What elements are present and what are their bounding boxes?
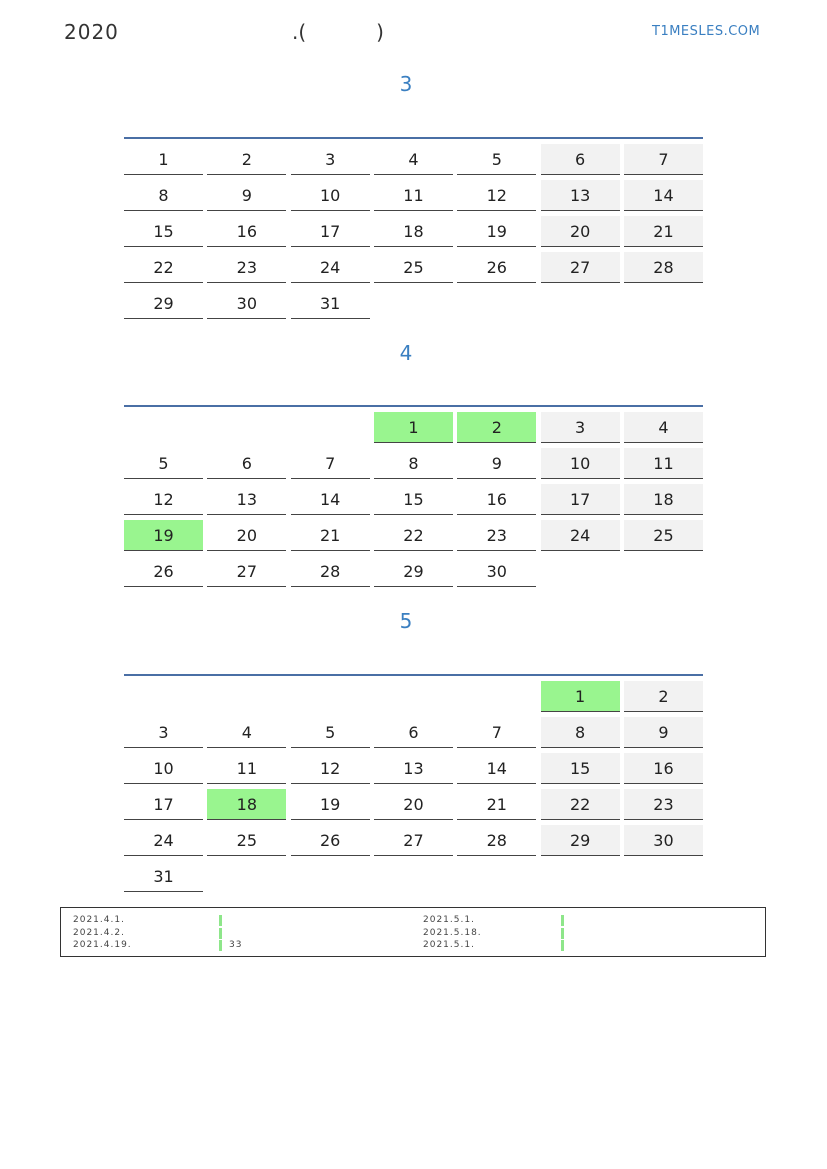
empty-day-cell xyxy=(374,681,453,712)
day-cell: 11 xyxy=(374,180,453,211)
day-cell: 10 xyxy=(541,448,620,479)
day-cell: 8 xyxy=(374,448,453,479)
day-cell: 12 xyxy=(457,180,536,211)
day-cell: 21 xyxy=(291,520,370,551)
day-cell: 12 xyxy=(291,753,370,784)
day-cell: 3 xyxy=(541,412,620,443)
legend-row xyxy=(73,927,403,940)
day-cell: 5 xyxy=(291,717,370,748)
day-cell: 6 xyxy=(374,717,453,748)
day-cell: 27 xyxy=(374,825,453,856)
day-cell: 3 xyxy=(291,144,370,175)
empty-day-cell xyxy=(207,412,286,443)
day-cell: 25 xyxy=(624,520,703,551)
day-cell: 24 xyxy=(291,252,370,283)
day-cell: 13 xyxy=(207,484,286,515)
day-cell: 18 xyxy=(374,216,453,247)
day-cell: 15 xyxy=(124,216,203,247)
legend-marker xyxy=(219,915,222,926)
legend-marker xyxy=(219,940,222,951)
day-cell: 29 xyxy=(124,288,203,319)
day-cell: 31 xyxy=(291,288,370,319)
day-cell: 1 xyxy=(541,681,620,712)
month-grid xyxy=(124,412,703,587)
legend-date: 2021.5.1. xyxy=(423,915,475,925)
day-cell: 5 xyxy=(124,448,203,479)
day-cell: 11 xyxy=(207,753,286,784)
day-cell: 28 xyxy=(291,556,370,587)
legend-date: 2021.4.2. xyxy=(73,927,125,938)
day-cell: 17 xyxy=(291,216,370,247)
day-cell: 4 xyxy=(624,412,703,443)
header-parens: .( ) xyxy=(292,20,384,44)
day-cell: 30 xyxy=(457,556,536,587)
day-cell: 26 xyxy=(291,825,370,856)
day-cell: 29 xyxy=(541,825,620,856)
day-cell: 10 xyxy=(291,180,370,211)
day-cell: 23 xyxy=(457,520,536,551)
day-cell: 9 xyxy=(457,448,536,479)
day-cell: 5 xyxy=(457,144,536,175)
legend-box xyxy=(60,907,766,957)
legend-marker xyxy=(561,928,564,939)
legend-row xyxy=(73,914,403,927)
day-cell: 1 xyxy=(374,412,453,443)
day-cell: 8 xyxy=(124,180,203,211)
day-cell: 9 xyxy=(207,180,286,211)
day-cell: 4 xyxy=(374,144,453,175)
month-rule xyxy=(124,405,703,407)
site-link[interactable]: T1MESLES.COM xyxy=(652,24,761,39)
day-cell: 1 xyxy=(124,144,203,175)
day-cell: 4 xyxy=(207,717,286,748)
day-cell: 8 xyxy=(541,717,620,748)
day-cell: 18 xyxy=(207,789,286,820)
day-cell: 14 xyxy=(624,180,703,211)
month-rule xyxy=(124,674,703,676)
day-cell: 19 xyxy=(291,789,370,820)
month-title: 5 xyxy=(399,609,413,633)
day-cell: 2 xyxy=(457,412,536,443)
month-title: 3 xyxy=(399,72,413,96)
day-cell: 27 xyxy=(207,556,286,587)
legend-date: 2021.5.18. xyxy=(423,927,482,938)
day-cell: 15 xyxy=(541,753,620,784)
empty-day-cell xyxy=(124,681,203,712)
day-cell: 22 xyxy=(374,520,453,551)
day-cell: 16 xyxy=(207,216,286,247)
day-cell: 7 xyxy=(457,717,536,748)
day-cell: 15 xyxy=(374,484,453,515)
day-cell: 20 xyxy=(374,789,453,820)
empty-day-cell xyxy=(291,681,370,712)
day-cell: 13 xyxy=(374,753,453,784)
day-cell: 6 xyxy=(207,448,286,479)
month-grid xyxy=(124,681,703,892)
day-cell: 2 xyxy=(207,144,286,175)
day-cell: 22 xyxy=(124,252,203,283)
day-cell: 14 xyxy=(457,753,536,784)
day-cell: 19 xyxy=(124,520,203,551)
legend-date: 2021.4.19. xyxy=(73,940,132,950)
day-cell: 9 xyxy=(624,717,703,748)
day-cell: 14 xyxy=(291,484,370,515)
month-grid xyxy=(124,144,703,319)
day-cell: 28 xyxy=(624,252,703,283)
day-cell: 6 xyxy=(541,144,620,175)
legend-marker xyxy=(219,928,222,939)
day-cell: 24 xyxy=(541,520,620,551)
legend-note: 33 xyxy=(229,940,243,950)
day-cell: 12 xyxy=(124,484,203,515)
day-cell: 20 xyxy=(207,520,286,551)
legend-row xyxy=(423,927,753,940)
day-cell: 23 xyxy=(624,789,703,820)
legend-row xyxy=(73,939,403,952)
day-cell: 10 xyxy=(124,753,203,784)
empty-day-cell xyxy=(457,681,536,712)
day-cell: 19 xyxy=(457,216,536,247)
empty-day-cell xyxy=(291,412,370,443)
day-cell: 21 xyxy=(457,789,536,820)
day-cell: 7 xyxy=(624,144,703,175)
header-year: 2020 xyxy=(64,20,119,44)
empty-day-cell xyxy=(124,412,203,443)
empty-day-cell xyxy=(207,681,286,712)
day-cell: 21 xyxy=(624,216,703,247)
day-cell: 30 xyxy=(624,825,703,856)
legend-marker xyxy=(561,940,564,951)
day-cell: 18 xyxy=(624,484,703,515)
day-cell: 17 xyxy=(124,789,203,820)
day-cell: 2 xyxy=(624,681,703,712)
day-cell: 30 xyxy=(207,288,286,319)
day-cell: 27 xyxy=(541,252,620,283)
day-cell: 28 xyxy=(457,825,536,856)
legend-marker xyxy=(561,915,564,926)
day-cell: 23 xyxy=(207,252,286,283)
day-cell: 26 xyxy=(124,556,203,587)
day-cell: 24 xyxy=(124,825,203,856)
day-cell: 26 xyxy=(457,252,536,283)
day-cell: 3 xyxy=(124,717,203,748)
day-cell: 13 xyxy=(541,180,620,211)
legend-date: 2021.4.1. xyxy=(73,915,125,925)
legend-left xyxy=(73,914,403,952)
legend-right xyxy=(423,914,753,952)
legend-date: 2021.5.1. xyxy=(423,940,475,950)
legend-row xyxy=(423,914,753,927)
day-cell: 29 xyxy=(374,556,453,587)
day-cell: 31 xyxy=(124,861,203,892)
day-cell: 16 xyxy=(624,753,703,784)
day-cell: 17 xyxy=(541,484,620,515)
day-cell: 7 xyxy=(291,448,370,479)
day-cell: 25 xyxy=(374,252,453,283)
day-cell: 11 xyxy=(624,448,703,479)
month-rule xyxy=(124,137,703,139)
day-cell: 22 xyxy=(541,789,620,820)
month-title: 4 xyxy=(399,341,413,365)
day-cell: 16 xyxy=(457,484,536,515)
day-cell: 20 xyxy=(541,216,620,247)
day-cell: 25 xyxy=(207,825,286,856)
legend-row xyxy=(423,939,753,952)
